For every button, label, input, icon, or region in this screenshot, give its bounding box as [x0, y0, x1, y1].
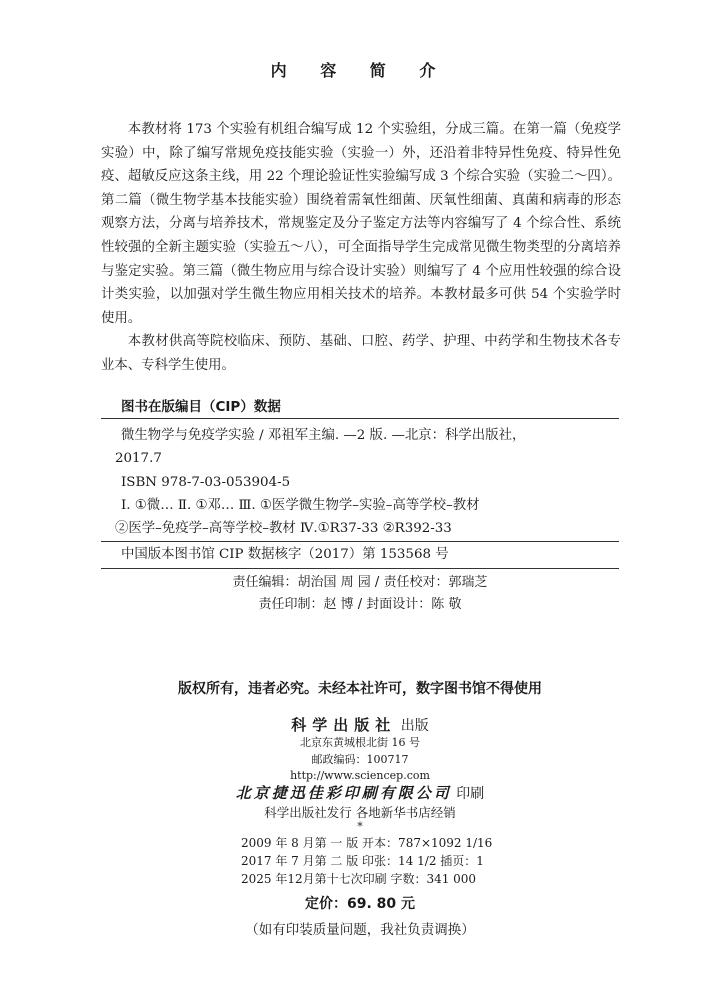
cip-bottom-rule: [101, 568, 619, 569]
intro-section: [101, 118, 621, 378]
publisher-website: http://www.sciencep.com: [290, 769, 430, 782]
edition-line-2: 2017 年 7 月第 二 版 印张：14 1/2 插页：1: [241, 854, 484, 868]
edition-line-1: 2009 年 8 月第 一 版 开本：787×1092 1/16: [241, 836, 493, 850]
publisher-name: 科学出版社: [291, 716, 397, 734]
quality-notice: （如有印装质量问题，我社负责调换）: [245, 922, 475, 938]
cip-block: [101, 424, 619, 540]
page-title: 内 容 简 介: [270, 61, 450, 80]
publisher-postcode: 邮政编码：100717: [311, 752, 409, 766]
cip-heading: 图书在版编目（CIP）数据: [121, 399, 281, 415]
staff-line-1: 责任编辑：胡治国 周 园 / 责任校对：郭瑞芝: [232, 575, 488, 590]
intro-paragraph-1: 本教材将 173 个实验有机组合编写成 12 个实验组，分成三篇。在第一篇（免疫学实验）中，除了编写常规免疫技能实验（实验一）外，还沿着非特异性免疫、特异性免疫、超敏反应这条主线，用 22 个理论验证性实验编写成 3 个综合实验（实验二～四）。第二篇（微生物学基本技能实验）围绕着需氧性细菌、厌氧性细菌、真菌和病毒的形态观察方法，分离与培养技术，常规鉴定及分子鉴定方法等内容编写了 4 个综合性、系统性较强的全新主题实验（实验五～八），可全面指导学生完成常见微生物类型的分离培养与鉴定实验。第三篇（微生物应用与综合设计实验）则编写了 4 个应用性较强的综合设计类实验，以加强对学生微生物应用相关技术的培养。本教材最多可供 54 个实验学时使用。: [101, 122, 621, 326]
staff-line-2: 责任印制：赵 博 / 封面设计：陈 敬: [258, 597, 462, 612]
publisher-suffix: 出版: [400, 718, 429, 734]
publisher-address: 北京东黄城根北街 16 号: [300, 736, 420, 749]
edition-info: [241, 834, 492, 888]
edition-line-3: 2025 年12月第十七次印刷 字数：341 000: [241, 872, 477, 886]
publisher-line: [0, 714, 720, 735]
cip-line-2: 2017.7: [115, 451, 162, 467]
printer-name: 北京捷迅佳彩印刷有限公司: [235, 784, 452, 802]
cip-isbn: ISBN 978-7-03-053904-5: [121, 474, 291, 490]
cip-number-block: [101, 543, 619, 566]
cip-number: 中国版本图书馆 CIP 数据核字（2017）第 153568 号: [121, 547, 449, 562]
distribution-line: 科学出版社发行 各地新华书店经销: [264, 805, 456, 820]
separator-star: *: [357, 820, 363, 833]
rights-statement: 版权所有，违者必究。未经本社许可，数字图书馆不得使用: [178, 681, 542, 697]
cip-top-rule: [101, 418, 619, 419]
cip-subject-1: Ⅰ. ①微… Ⅱ. ①邓… Ⅲ. ①医学微生物学–实验–高等学校–教材: [121, 497, 480, 513]
cip-middle-rule: [101, 541, 619, 542]
cip-subject-2: ②医学–免疫学–高等学校–教材 Ⅳ.①R37-33 ②R392-33: [115, 521, 452, 537]
cip-line-1: 微生物学与免疫学实验 / 邓祖军主编. —2 版. —北京：科学出版社，: [121, 428, 526, 443]
intro-paragraph-2: 本教材供高等院校临床、预防、基础、口腔、药学、护理、中药学和生物技术各专业本、专科学生使用。: [101, 334, 621, 373]
printer-suffix: 印刷: [456, 786, 485, 802]
printer-line: [0, 782, 720, 803]
price: 定价：69. 80 元: [304, 896, 416, 912]
staff-credits: [0, 572, 720, 616]
publisher-address-block: [0, 735, 720, 785]
